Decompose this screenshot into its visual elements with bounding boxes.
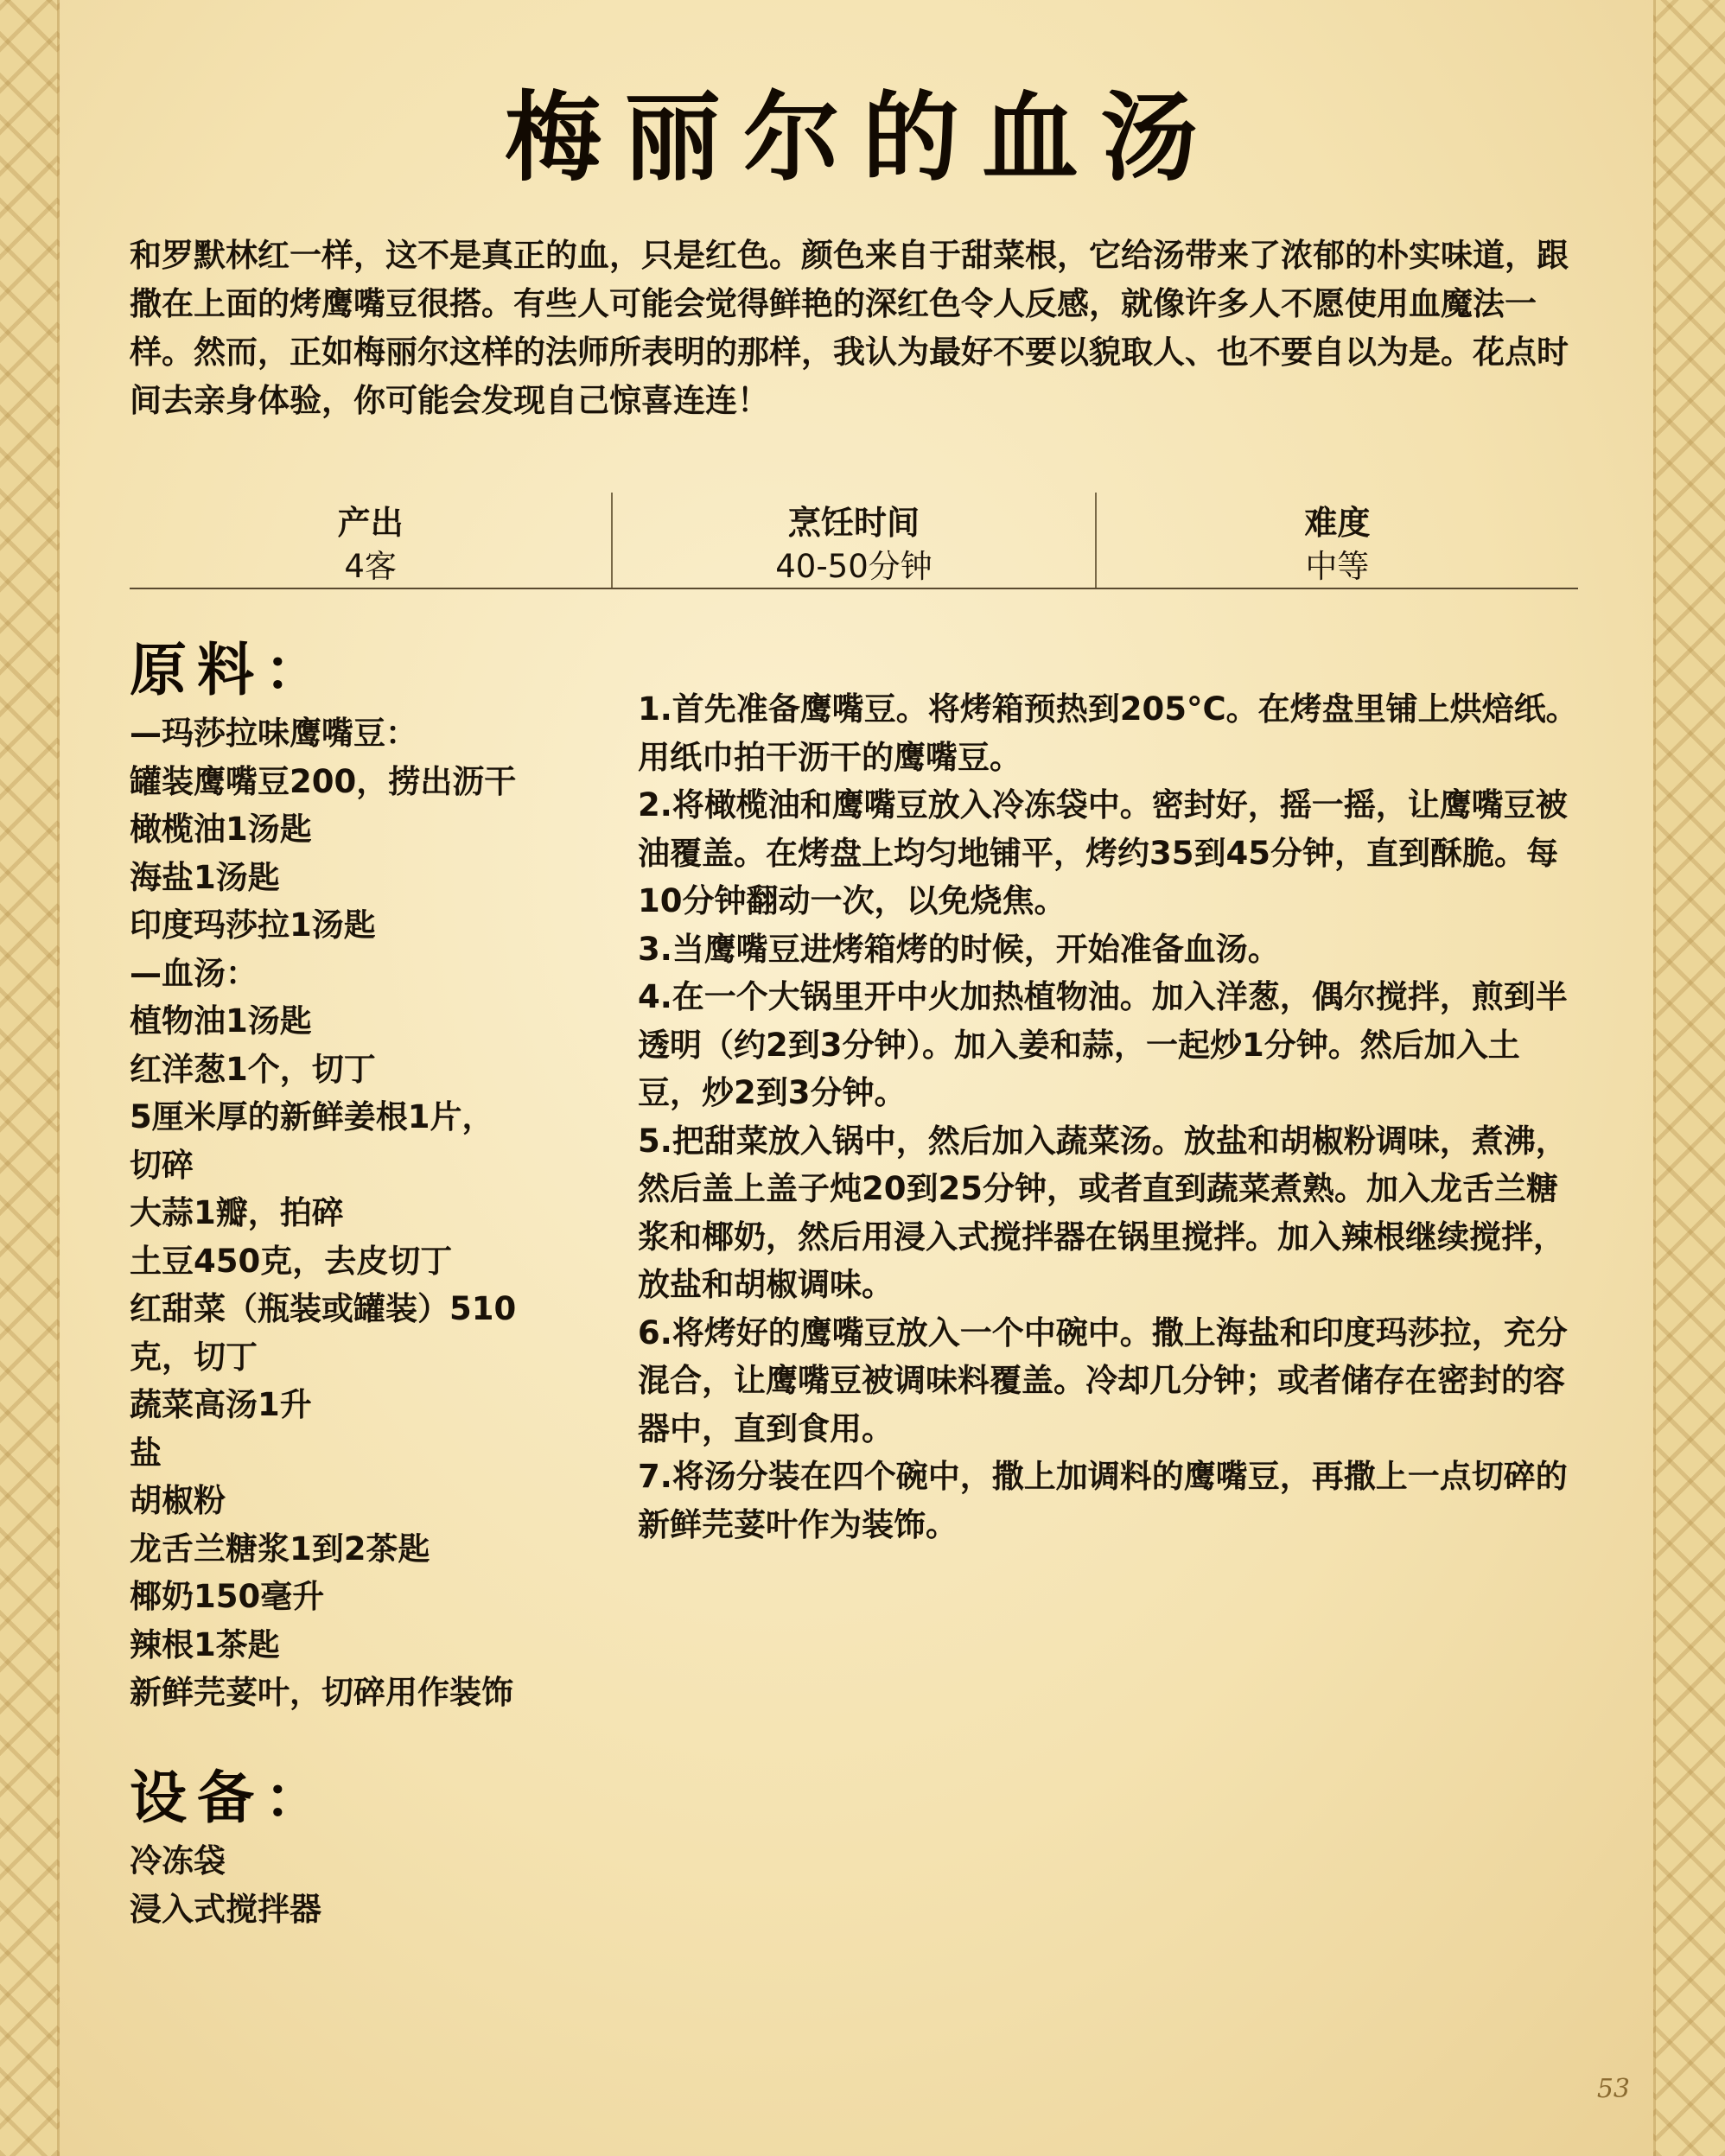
ingredient-item: 土豆450克，去皮切丁 [130,1242,453,1280]
ingredient-item: 红甜菜（瓶装或罐装）510 [130,1290,517,1327]
equipment-item: 浸入式搅拌器 [130,1890,321,1928]
equipment-list [130,1837,588,1933]
ingredient-item: 椰奶150毫升 [130,1578,325,1615]
equipment-item: 冷冻袋 [130,1842,226,1879]
page-title: 梅丽尔的血汤 [505,81,1220,194]
ingredient-item: 辣根1茶匙 [130,1625,280,1663]
info-difficulty [1095,493,1578,588]
decorative-border-left [0,0,60,2156]
equipment-heading: 设备： [130,1764,332,1831]
ingredient-subheading: —玛莎拉味鹰嘴豆： [130,715,417,752]
info-cook-time [611,493,1094,588]
instruction-step: 4.在一个大锅里开中火加热植物油。加入洋葱，偶尔搅拌，煎到半透明（约2到3分钟）。加入姜和蒜，一起炒1分钟。然后加入土豆，炒2到3分钟。 [638,978,1568,1111]
decorative-border-right [1653,0,1725,2156]
info-yield-value: 4客 [344,548,397,585]
ingredient-item: 盐 [130,1434,162,1472]
ingredient-item: 5厘米厚的新鲜姜根1片， [130,1098,494,1135]
instruction-step: 5.把甜菜放入锅中，然后加入蔬菜汤。放盐和胡椒粉调味，煮沸，然后盖上盖子炖20到25分钟，或者直到蔬菜煮熟。加入龙舌兰糖浆和椰奶，然后用浸入式搅拌器在锅里搅拌。加入辣根继续搅拌，放盐和胡椒调味。 [638,1122,1568,1303]
ingredient-item: 红洋葱1个，切丁 [130,1050,376,1088]
ingredient-item: 蔬菜高汤1升 [130,1386,312,1423]
ingredient-item: 海盐1汤匙 [130,858,280,896]
info-difficulty-value: 中等 [1305,548,1370,585]
info-difficulty-label: 难度 [1304,504,1371,542]
info-yield-label: 产出 [337,504,404,542]
ingredient-item: 橄榄油1汤匙 [130,811,312,848]
instruction-step: 6.将烤好的鹰嘴豆放入一个中碗中。撒上海盐和印度玛莎拉，充分混合，让鹰嘴豆被调味料覆盖。冷却几分钟；或者储存在密封的容器中，直到食用。 [638,1313,1568,1447]
ingredient-item: 植物油1汤匙 [130,1002,312,1040]
ingredients-heading: 原料： [130,636,332,703]
ingredient-item: 克，切丁 [130,1338,258,1376]
ingredient-item: 胡椒粉 [130,1482,226,1519]
ingredients-section [130,635,588,1717]
info-yield [130,493,611,588]
equipment-section [130,1763,588,1933]
instruction-step: 7.将汤分装在四个碗中，撒上加调料的鹰嘴豆，再撒上一点切碎的新鲜芫荽叶作为装饰。 [638,1458,1568,1543]
info-cook-time-value: 40-50分钟 [775,548,933,585]
ingredient-item: 大蒜1瓣，拍碎 [130,1194,344,1231]
ingredient-item: 印度玛莎拉1汤匙 [130,906,376,944]
instructions-section [638,685,1580,1549]
recipe-info-table [130,493,1578,589]
ingredient-item: 新鲜芫荽叶，切碎用作装饰 [130,1674,513,1711]
instruction-step: 1.首先准备鹰嘴豆。将烤箱预热到205°C。在烤盘里铺上烘焙纸。用纸巾拍干沥干的鹰嘴豆。 [638,690,1578,776]
ingredient-item: 罐装鹰嘴豆200，捞出沥干 [130,762,517,800]
info-cook-time-label: 烹饪时间 [787,504,920,542]
ingredient-item: 切碎 [130,1146,194,1184]
ingredient-subheading: —血汤： [130,954,258,992]
instruction-step: 3.当鹰嘴豆进烤箱烤的时候，开始准备血汤。 [638,930,1280,968]
instruction-step: 2.将橄榄油和鹰嘴豆放入冷冻袋中。密封好，摇一摇，让鹰嘴豆被油覆盖。在烤盘上均匀地铺平，烤约35到45分钟，直到酥脆。每10分钟翻动一次，以免烧焦。 [638,786,1568,919]
intro-paragraph: 和罗默林红一样，这不是真正的血，只是红色。颜色来自于甜菜根，它给汤带来了浓郁的朴实味道，跟撒在上面的烤鹰嘴豆很搭。有些人可能会觉得鲜艳的深红色令人反感，就像许多人不愿使用血魔法一样。然而，正如梅丽尔这样的法师所表明的那样，我认为最好不要以貌取人、也不要自以为是。花点时间去亲身体验，你可能会发现自己惊喜连连！ [130,237,1569,419]
page-number: 53 [1596,2074,1630,2104]
ingredient-item: 龙舌兰糖浆1到2茶匙 [130,1530,430,1568]
ingredients-list [130,709,588,1717]
